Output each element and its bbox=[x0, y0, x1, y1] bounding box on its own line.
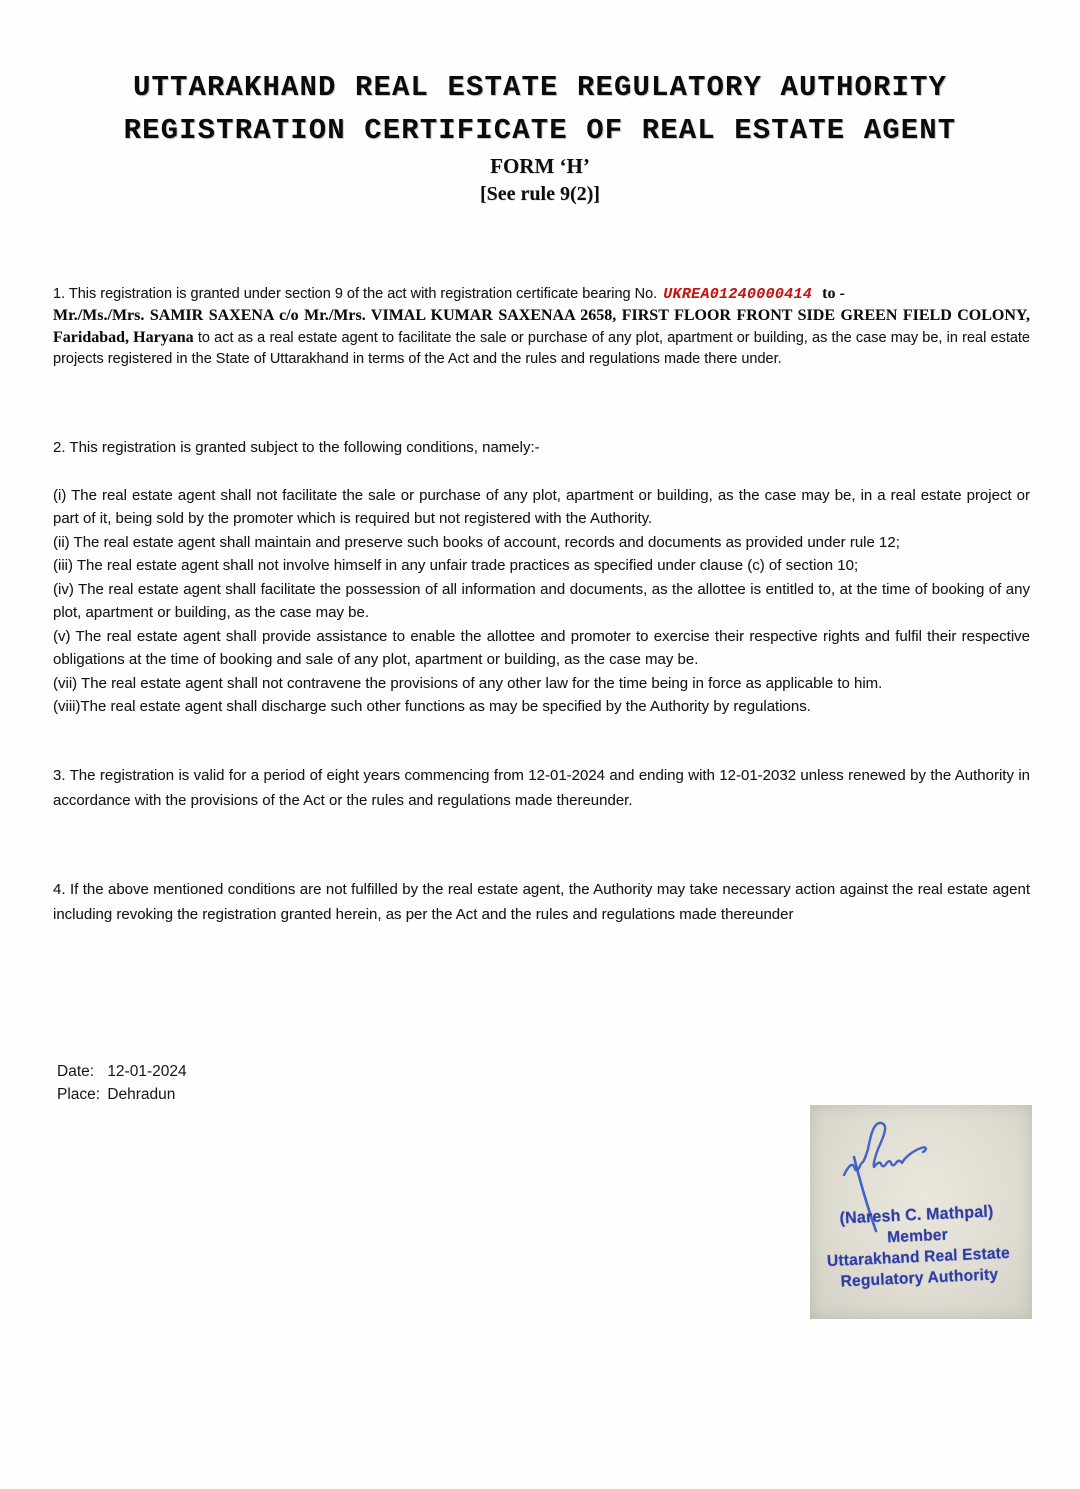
place-value: Dehradun bbox=[107, 1085, 176, 1103]
authority-title: UTTARAKHAND REAL ESTATE REGULATORY AUTHORITY bbox=[132, 71, 948, 104]
stamp-photo-region bbox=[810, 1105, 1032, 1319]
condition-item-i: (i) The real estate agent shall not facilitate the sale or purchase of any plot, apartment or building, as the case may be, in a real estate project or part of it, being sold by the promoter which is required but not registered with the Authority. bbox=[53, 486, 1030, 527]
registration-number: UKREA01240000414 bbox=[663, 286, 813, 303]
clause-1-paragraph bbox=[53, 283, 1030, 370]
clause-4-paragraph: 4. If the above mentioned conditions are not fulfilled by the real estate agent, the Authority may take necessary action against the real estate agent including revoking the registration granted herein, as per the Act and the rules and regulations made thereunder bbox=[53, 880, 1030, 923]
condition-item-ii: (ii) The real estate agent shall maintain and preserve such books of account, records and documents as provided under rule 12; bbox=[53, 533, 900, 551]
stamp-signatory-title: Member bbox=[886, 1226, 949, 1247]
document-body bbox=[53, 283, 1030, 1106]
conditions-list bbox=[53, 484, 1030, 719]
condition-item-viii: (viii)The real estate agent shall discharge such other functions as may be specified by the Authority by regulations. bbox=[53, 698, 811, 715]
stamp-org-line2: Regulatory Authority bbox=[840, 1266, 999, 1291]
date-value: 12-01-2024 bbox=[107, 1062, 187, 1080]
stamp-signatory-name: (Naresh C. Mathpal) bbox=[839, 1202, 994, 1228]
condition-item-iii: (iii) The real estate agent shall not involve himself in any unfair trade practices as specified under clause (c) of section 10; bbox=[53, 557, 859, 574]
clause-3-paragraph: 3. The registration is valid for a period of eight years commencing from 12-01-2024 and ending with 12-01-2032 unless renewed by the Authority in accordance with the provisions of the Act or the rules and regulations made thereunder. bbox=[53, 766, 1030, 809]
authority-stamp bbox=[806, 1199, 1031, 1294]
agent-name-address: Mr./Ms./Mrs. SAMIR SAXENA c/o Mr./Mrs. VIMAL KUMAR SAXENAA 2658, FIRST FLOOR FRONT SIDE GREEN FIELD COLONY, Faridabad, Haryana bbox=[53, 307, 1030, 346]
rule-reference: [See rule 9(2)] bbox=[480, 183, 600, 205]
certificate-title: REGISTRATION CERTIFICATE OF REAL ESTATE AGENT bbox=[123, 114, 957, 147]
condition-item-vii: (vii) The real estate agent shall not contravene the provisions of any other law for the time being in force as applicable to him. bbox=[53, 674, 883, 692]
place-row bbox=[57, 1083, 1030, 1106]
clause-1-continuation: to act as a real estate agent to facilitate the sale or purchase of any plot, apartment or building, as the case may be, in real estate projects registered in the State of Uttarakhand in terms of the Act and the rules and regulations made there under. bbox=[53, 330, 1030, 367]
date-place-block bbox=[57, 1060, 1030, 1106]
condition-item-iv: (iv) The real estate agent shall facilitate the possession of all information and documents, as the allottee is entitled to, at the time of booking of any plot, apartment or building, as the case may be. bbox=[53, 580, 1030, 621]
document-header bbox=[0, 0, 1080, 207]
form-label: FORM ‘H’ bbox=[490, 154, 590, 178]
stamp-org-line1: Uttarakhand Real Estate bbox=[826, 1244, 1011, 1271]
clause-1-intro: 1. This registration is granted under section 9 of the act with registration certificate bearing No. bbox=[53, 286, 658, 302]
place-label: Place: bbox=[57, 1085, 101, 1103]
date-label: Date: bbox=[57, 1062, 95, 1080]
date-row bbox=[57, 1060, 1030, 1083]
clause-1-to-text: to - bbox=[822, 285, 845, 302]
condition-item-v: (v) The real estate agent shall provide assistance to enable the allottee and promoter to exercise their respective rights and fulfil their respective obligations at the time of booking and sale of any plot, apartment or building, as the case may be. bbox=[53, 627, 1030, 668]
clause-2-heading: 2. This registration is granted subject to the following conditions, namely:- bbox=[53, 439, 540, 456]
